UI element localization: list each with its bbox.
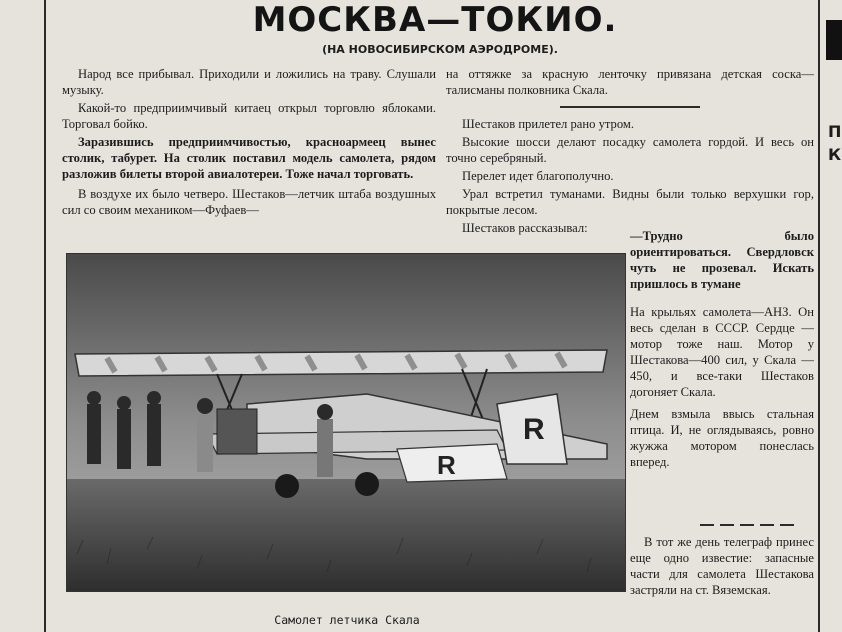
right-column <box>630 228 814 472</box>
paragraph: В воздухе их было четверо. Шестаков—летчик штаба воздушных сил со своим механиком—Фуфаев— <box>62 187 436 217</box>
middle-column <box>446 66 814 100</box>
photo-caption: Самолет летчика Скала <box>274 613 420 627</box>
section-separator <box>700 524 800 526</box>
paragraph: На крыльях самолета—АНЗ. Он весь сделан в СССР. Сердце — мотор тоже наш. Мотор у Шестакова—400 сил, у Скала — 450, и все-таки Шестаков догоняет Скала. <box>630 305 814 399</box>
airplane-image <box>67 254 625 591</box>
paragraph: Шестаков прилетел рано утром. <box>462 117 634 131</box>
edge-fragment-block <box>826 20 842 60</box>
subheadline: (НА НОВОСИБИРСКОМ АЭРОДРОМЕ). <box>322 43 558 56</box>
paragraph: —Трудно было ориентироваться. Свердловск чуть не прозевал. Искать пришлось в тумане <box>630 229 814 291</box>
edge-fragment-letter: К <box>828 145 842 164</box>
paragraph: на оттяжке за красную ленточку привязана детская соска—талисманы полковника Скала. <box>446 67 814 97</box>
paragraph: Заразившись предприимчивостью, красноармеец вынес столик, табурет. На столик поставил модель самолета, рядом разложив билеты второй авиалотереи. Тоже начал торговать. <box>62 135 436 181</box>
paragraph: Какой-то предприимчивый китаец открыл торговлю яблоками. Торговал бойко. <box>62 101 436 131</box>
right-column-lower <box>630 534 814 600</box>
right-margin-rule <box>818 0 820 632</box>
tail-marking: R <box>523 413 545 446</box>
left-column <box>62 66 436 220</box>
paragraph: Днем взмыла ввысь стальная птица. И, не оглядываясь, ровно жужжа мотором понеслась вперед. <box>630 407 814 469</box>
paragraph: Высокие шосси делают посадку самолета гордой. И весь он точно серебряный. <box>446 135 814 165</box>
paragraph: В тот же день телеграф принес еще одно известие: запасные части для самолета Шестакова застряли на ст. Вяземская. <box>630 535 814 597</box>
left-margin-rule <box>44 0 46 632</box>
paragraph: Урал встретил туманами. Видны были только верхушки гор, покрытые лесом. <box>446 187 814 217</box>
paragraph: Шестаков рассказывал: <box>462 221 588 235</box>
edge-fragment-letter: П <box>828 122 842 141</box>
tailplane-marking: R <box>437 450 456 480</box>
paragraph: Народ все прибывал. Приходили и ложились на траву. Слушали музыку. <box>62 67 436 97</box>
headline: МОСКВА—ТОКИО. <box>252 0 618 40</box>
middle-column-lower <box>446 116 814 238</box>
section-separator <box>560 106 700 108</box>
airplane-photo <box>66 253 626 592</box>
paragraph: Перелет идет благополучно. <box>462 169 614 183</box>
